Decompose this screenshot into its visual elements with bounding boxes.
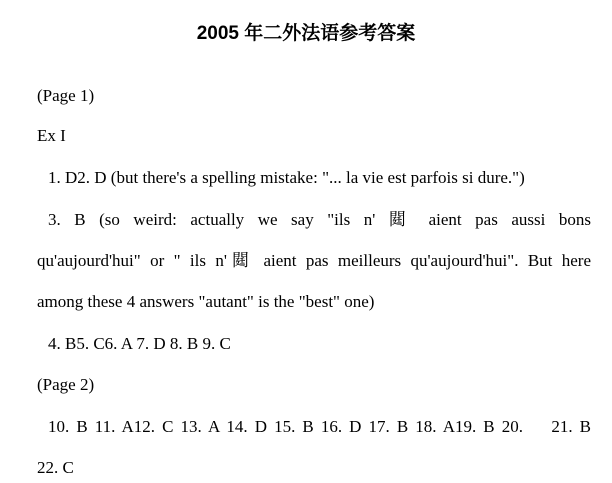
page-2-heading: (Page 2) [37, 375, 95, 394]
answer-line-3-continued: qu'aujourd'hui" or " ils n'閮 aient pas meilleurs qu'aujourd'hui". But here [37, 251, 591, 270]
page-title: 2005 年二外法语参考答案 [196, 23, 416, 44]
answer-line-4-9: 4. B5. C6. A 7. D 8. B 9. C [48, 334, 231, 353]
answer-line-10-21: 10. B 11. A12. C 13. A 14. D 15. B 16. D 17. B 18. A19. B 20. 21. B [48, 417, 591, 436]
exercise-1-heading: Ex I [37, 126, 66, 145]
answer-line-1-2: 1. D2. D (but there's a spelling mistake: "... la vie est parfois si dure.") [48, 168, 525, 187]
page-1-heading: (Page 1) [37, 86, 95, 105]
answer-line-22: 22. C [37, 458, 74, 477]
answer-line-3: 3. B (so weird: actually we say "ils n' 閮 aient pas aussi bons [48, 210, 591, 229]
answer-line-3-end: among these 4 answers "autant" is the "best" one) [37, 292, 375, 311]
